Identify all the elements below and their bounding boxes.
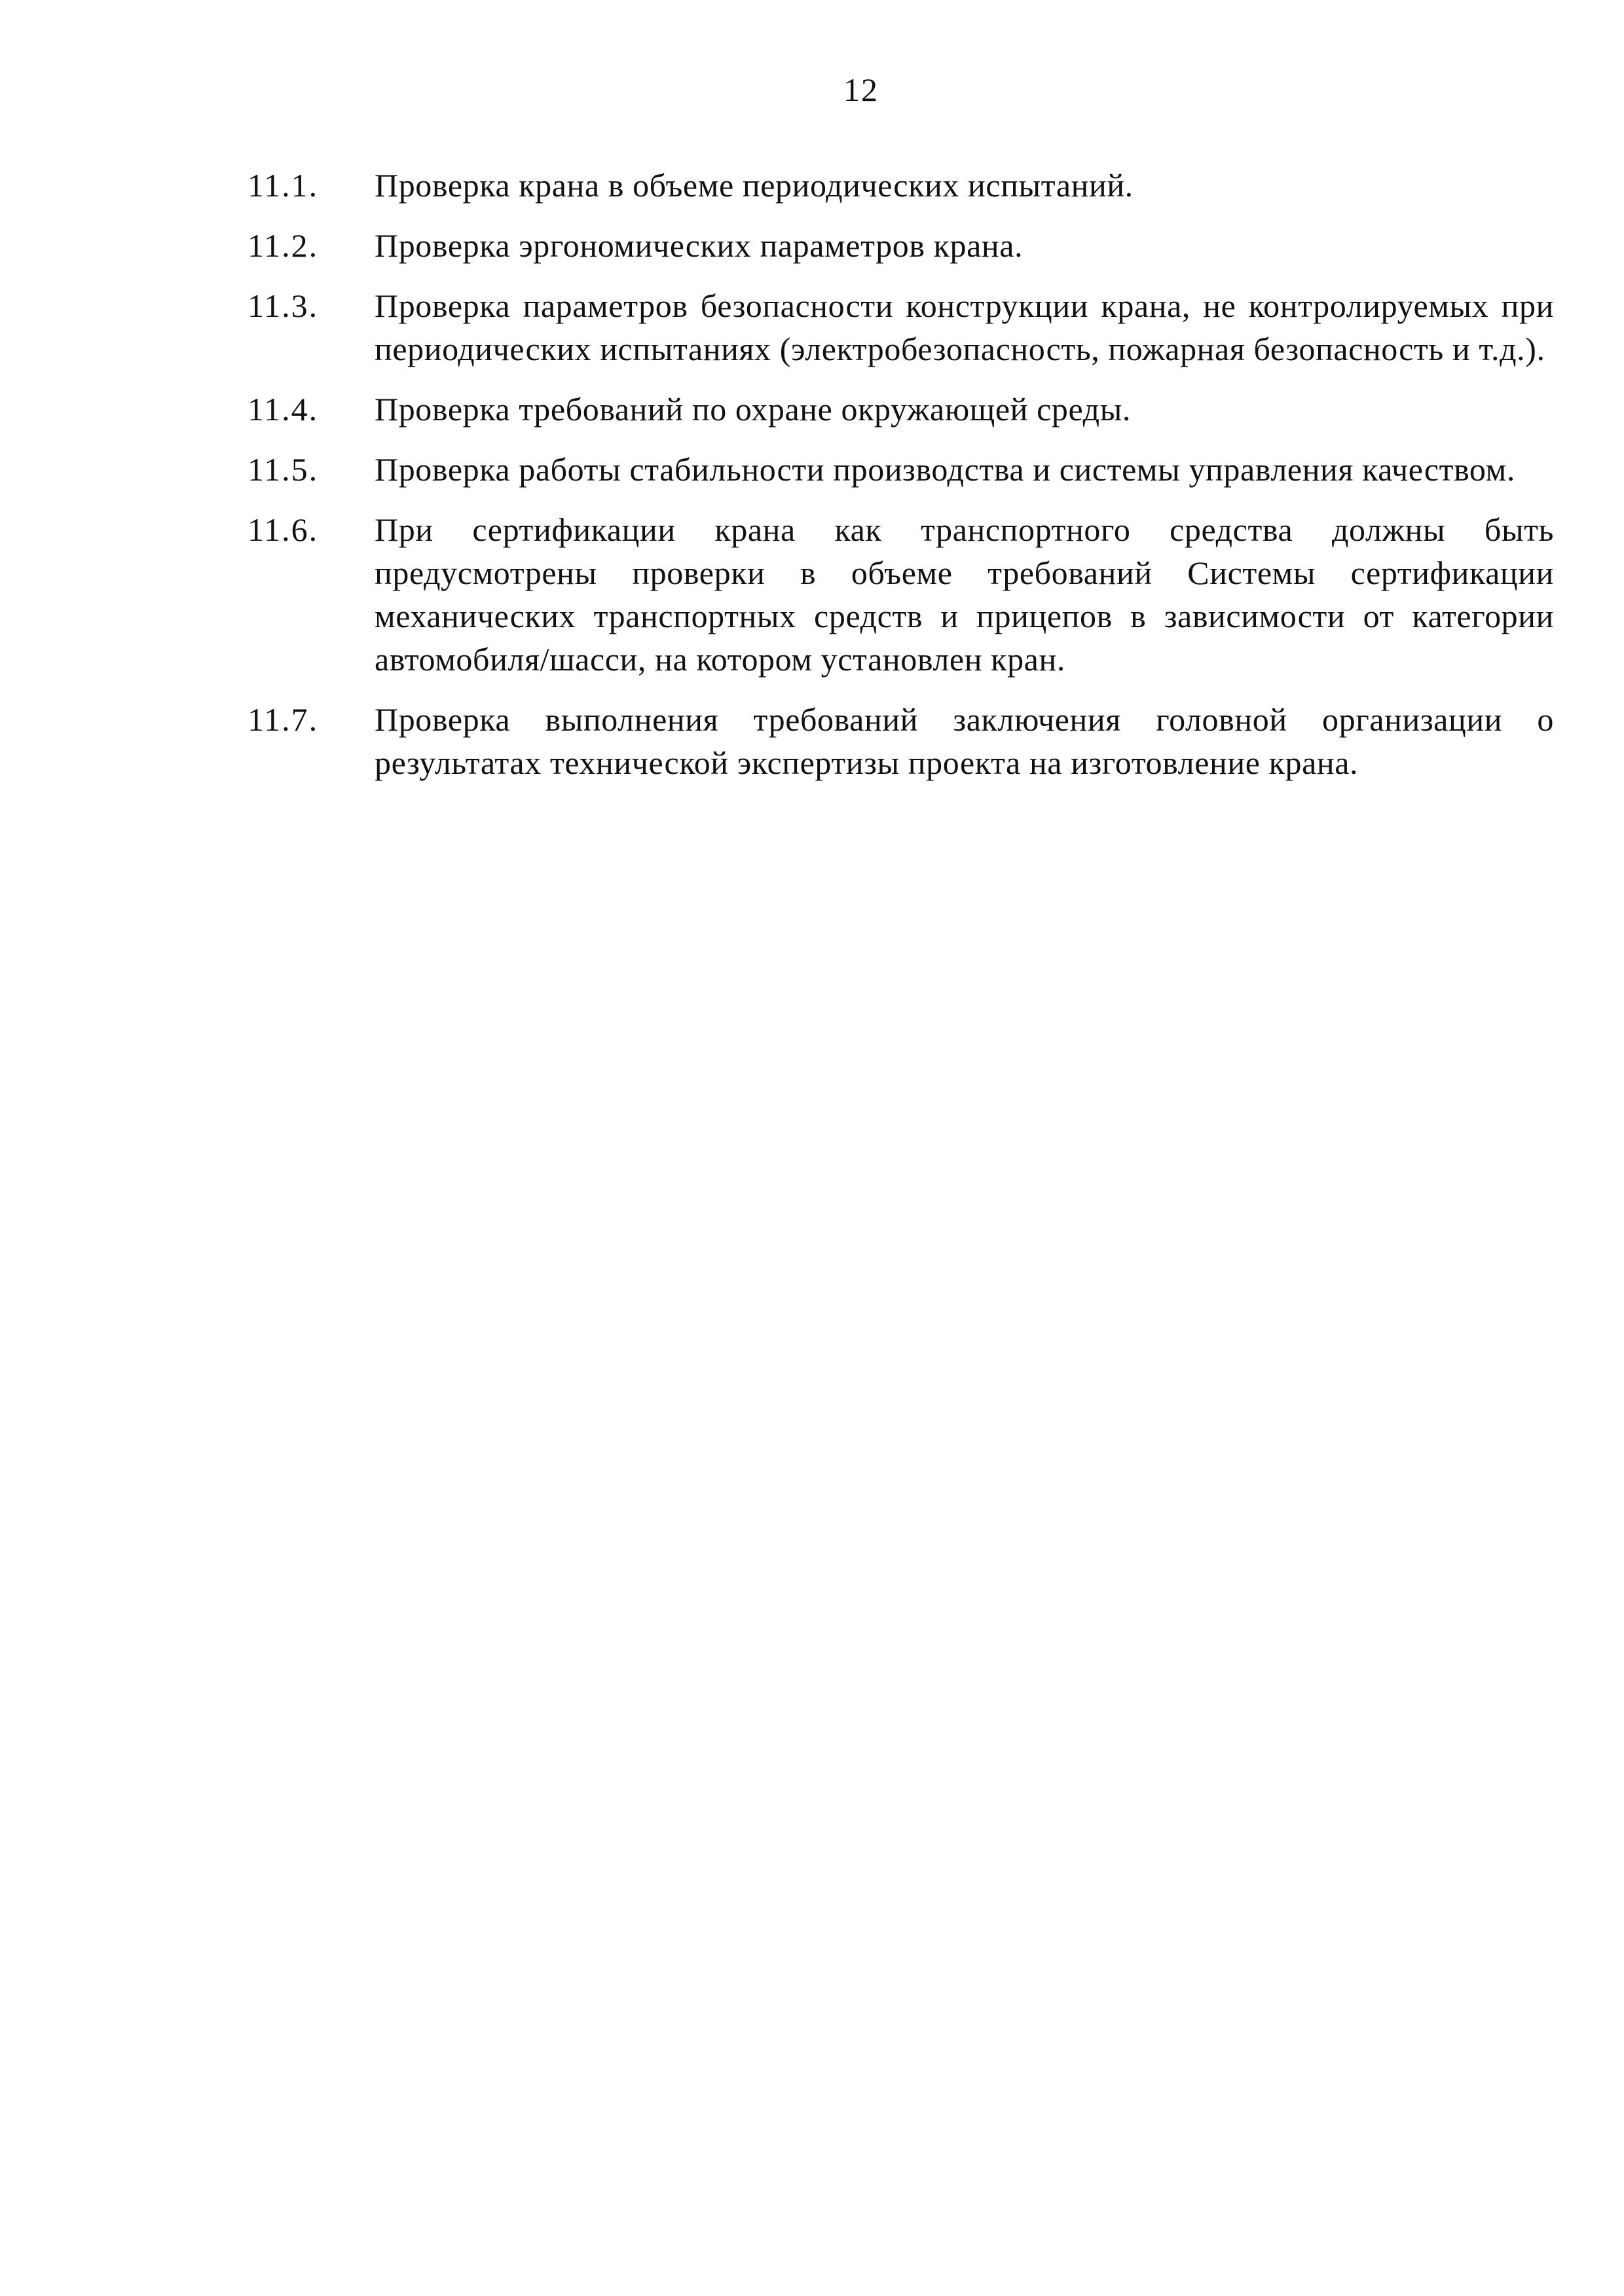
list-item [248,224,1554,267]
list-item [248,388,1554,431]
item-number: 11.7. [248,701,319,738]
list-item [248,698,1554,784]
item-number: 11.3. [248,287,319,324]
item-number: 11.6. [248,511,319,548]
item-number: 11.2. [248,227,319,264]
list-item [248,508,1554,681]
item-number: 11.1. [248,167,319,204]
list-item [248,448,1554,491]
requirements-list [248,164,1554,801]
item-text: Проверка крана в объеме периодических испытаний. [375,167,1134,204]
item-text: Проверка работы стабильности производства и системы управления качеством. [375,451,1515,488]
item-number: 11.5. [248,451,319,488]
item-text: Проверка эргономических параметров крана. [375,227,1024,264]
item-text: Проверка выполнения требований заключения головной организации о результатах технической экспертизы проекта на изготовление крана. [375,701,1554,781]
list-item [248,284,1554,371]
list-item [248,164,1554,207]
item-text: Проверка требований по охране окружающей среды. [375,391,1131,428]
item-number: 11.4. [248,391,319,428]
item-text: При сертификации крана как транспортного средства должны быть предусмотрены проверки в объеме требований Системы сертификации механических транспортных средств и прицепов в зависимости от категории автомобиля/шасси, на котором установлен кран. [375,511,1554,678]
item-text: Проверка параметров безопасности конструкции крана, не контролируемых при периодических испытаниях (электробезопасность, пожарная безопасность и т.д.). [375,287,1554,367]
page-number: 12 [843,71,879,108]
